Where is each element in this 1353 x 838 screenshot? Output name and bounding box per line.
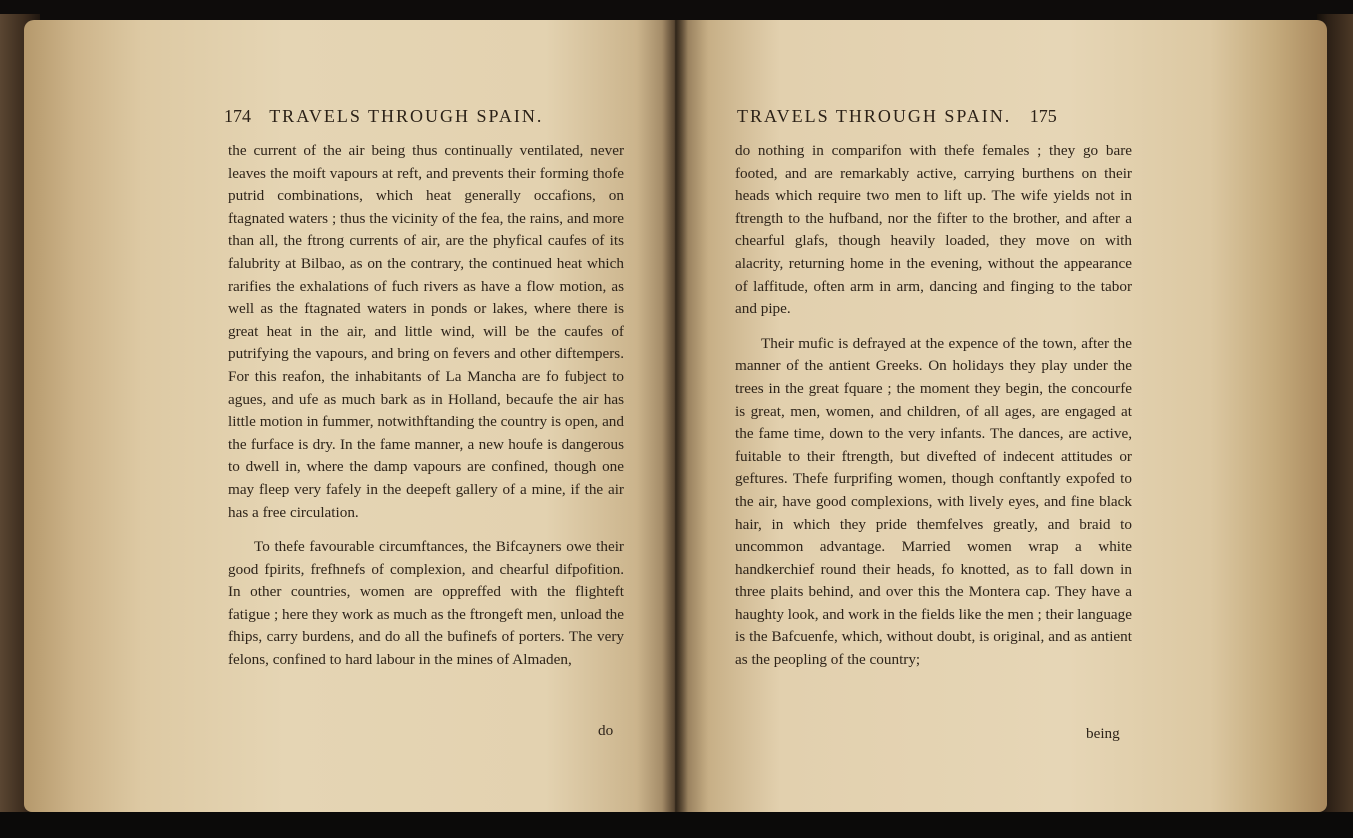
left-page-number: 174 — [224, 106, 251, 126]
right-running-title: TRAVELS THROUGH SPAIN. — [737, 106, 1012, 126]
left-paragraph-2: To thefe favourable circumftances, the Bifcayners owe their good fpirits, frefhnefs of complexion, and chearful difpofition. In other countries, women are oppreffed with the flighteft fatigue ; here they work as much as the ftrongeft men, unload the fhips, carry burdens, and do all the bufinefs of porters. The very felons, confined to hard labour in the mines of Almaden, — [228, 538, 625, 669]
right-page-body — [735, 140, 1132, 672]
left-page-body — [228, 140, 624, 672]
scan-background-bottom — [0, 812, 1353, 838]
book-gutter — [662, 20, 688, 812]
right-paragraph-1: do nothing in comparifon with thefe females ; they go bare footed, and are remarkably active, carrying burthens on their heads which require two men to lift up. The wife yields not in ftrength to the hufband, nor the fifter to the brother, and after a chearful glafs, though heavily loaded, they move on with alacrity, returning home in the evening, without the appearance of laffitude, often arm in arm, dancing and finging to the tabor and pipe. — [735, 142, 1132, 318]
right-catchword: being — [1086, 725, 1120, 742]
left-running-head — [224, 106, 543, 127]
right-paragraph-2: Their mufic is defrayed at the expence of the town, after the manner of the antient Greeks. On holidays they play under the trees in the great fquare ; the moment they begin, the concourfe is great, men, women, and children, of all ages, are engaged at the fame time, down to the very infants. The dances, are active, fuitable to their ftrength, but divefted of indecent attitudes or geftures. Thefe furprifing women, though conftantly expofed to the air, have good complexions, with lively eyes, and fine black hair, in which they pride themfelves greatly, and braid to uncommon advantage. Married women wrap a white handkerchief round their heads, fo knotted, as to fall down in three plaits behind, and over this the Montera cap. They have a haughty look, and work in the fields like the men ; their language is the Bafcuenfe, which, without doubt, is original, and as antient as the peopling of the country; — [735, 334, 1132, 669]
left-paragraph-1: the current of the air being thus continually ventilated, never leaves the moift vapours at reft, and prevents their forming thofe putrid combinations, which heat generally occafions, on ftagnated waters ; thus the vicinity of the fea, the rains, and more than all, the ftrong currents of air, are the phyfical caufes of its falubrity at Bilbao, as on the contrary, the continued heat which rarifies the exhalations of fuch rivers as have a flow motion, as well as the ftagnated waters in ponds or lakes, where there is great heat in the air, and little wind, will be the caufes of putrifying the vapours, and bring on fevers and other diftempers. For this reafon, the inhabitants of La Mancha are fo fubject to agues, and ufe as much bark as in Holland, becaufe the air has little motion in fummer, notwithftanding the country is open, and the furface is dry. In the fame manner, a new houfe is dangerous to dwell in, where the damp vapours are confined, though one may fleep very fafely in the deepeft gallery of a mine, if the air has a free circulation. — [228, 142, 624, 521]
left-running-title: TRAVELS THROUGH SPAIN. — [269, 106, 544, 126]
right-page-number: 175 — [1029, 106, 1057, 126]
left-catchword: do — [598, 722, 614, 739]
right-running-head — [737, 106, 1069, 127]
